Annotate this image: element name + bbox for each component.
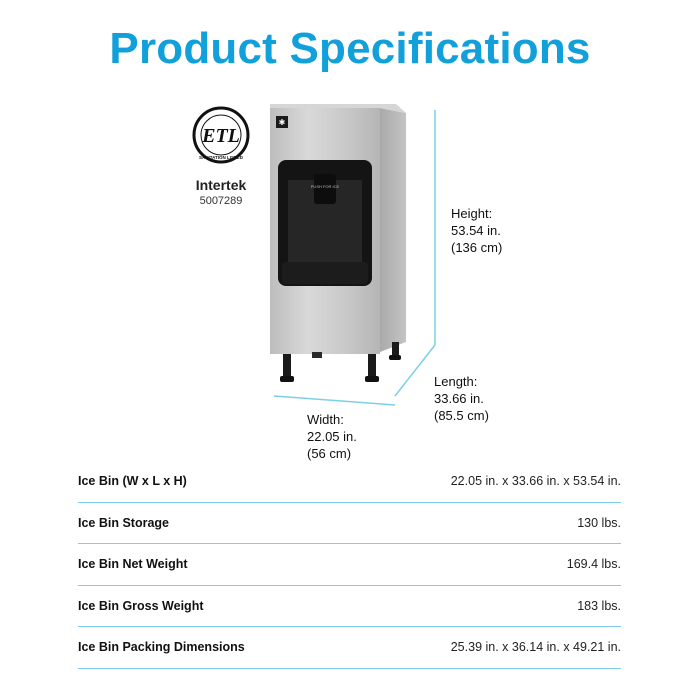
spec-value: 183 lbs. — [577, 598, 621, 613]
width-dimension — [307, 411, 357, 462]
spec-value: 22.05 in. x 33.66 in. x 53.54 in. — [450, 474, 621, 489]
spec-value: 25.39 in. x 36.14 in. x 49.21 in. — [450, 640, 621, 655]
etl-logo-text: ETL — [202, 125, 240, 147]
width-imperial: 22.05 in. — [307, 429, 357, 444]
dispenser-label: PUSH FOR ICE — [310, 184, 340, 189]
certification-number: 5007289 — [199, 195, 243, 207]
page-title: Product Specifications — [109, 24, 591, 73]
height-imperial: 53.54 in. — [451, 223, 501, 238]
spec-label: Ice Bin Packing Dimensions — [78, 640, 245, 655]
width-line — [274, 396, 395, 405]
spec-label: Ice Bin Gross Weight — [78, 598, 204, 613]
spec-table — [78, 461, 621, 669]
length-line — [395, 345, 435, 396]
spec-label: Ice Bin (W x L x H) — [78, 474, 187, 489]
side-panel — [380, 108, 406, 352]
dispenser-chute — [314, 174, 336, 204]
leg-back-right — [392, 342, 399, 356]
etl-ring-text: SANITATION LISTED — [198, 155, 244, 160]
length-label: Length: — [434, 374, 478, 389]
length-dimension — [434, 373, 489, 424]
height-metric: (136 cm) — [451, 240, 503, 255]
width-metric: (56 cm) — [307, 446, 352, 461]
leg-front-left — [283, 354, 291, 376]
svg-text:✱: ✱ — [278, 118, 286, 127]
spec-row-dimensions — [78, 461, 621, 503]
spec-value: 169.4 lbs. — [566, 557, 621, 572]
spec-value: 130 lbs. — [577, 515, 621, 530]
height-dimension — [451, 205, 502, 256]
spec-row-gross-weight — [78, 586, 621, 628]
leg-front-right — [368, 354, 376, 376]
drip-tray — [282, 262, 368, 284]
length-metric: (85.5 cm) — [434, 408, 489, 423]
height-label: Height: — [451, 206, 493, 221]
spec-row-packing-dimensions — [78, 627, 621, 669]
spec-label: Ice Bin Storage — [78, 515, 169, 530]
spec-row-net-weight — [78, 544, 621, 586]
width-label: Width: — [307, 412, 344, 427]
certification-name: Intertek — [195, 177, 247, 193]
length-imperial: 33.66 in. — [434, 391, 484, 406]
drain-fitting — [312, 352, 322, 358]
spec-label: Ice Bin Net Weight — [78, 557, 188, 572]
spec-row-storage — [78, 503, 621, 545]
